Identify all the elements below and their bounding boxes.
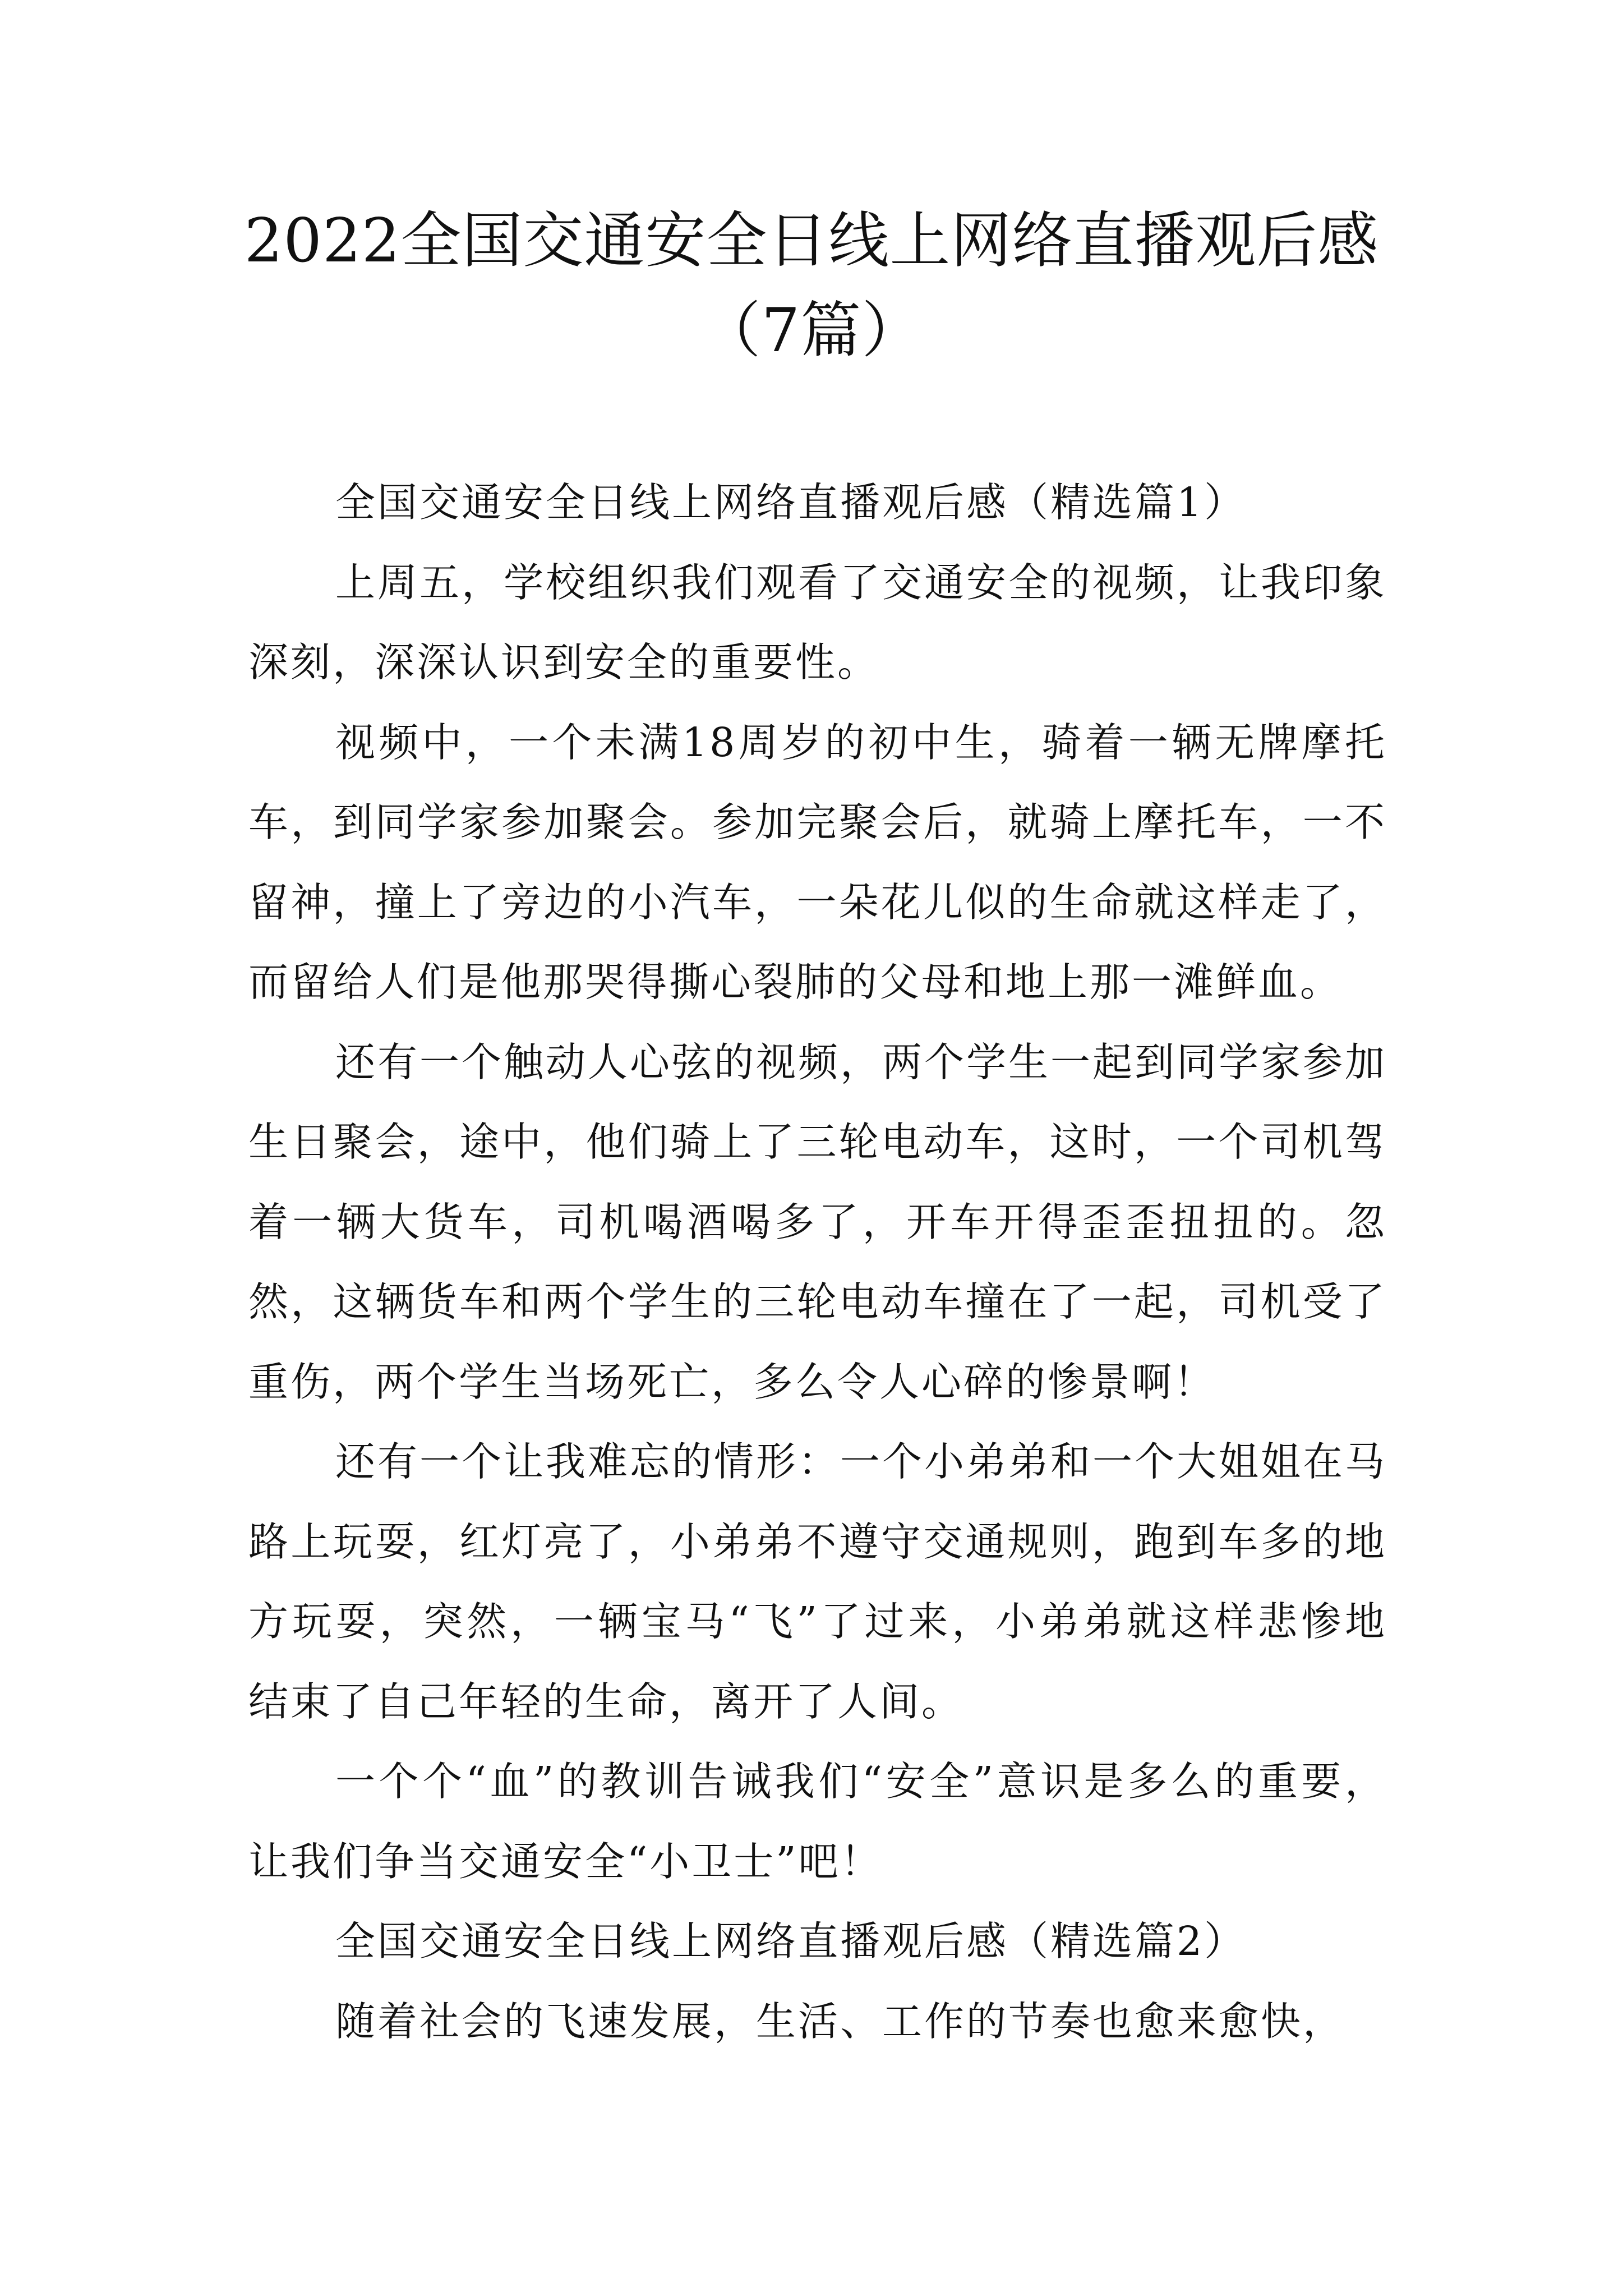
section-heading-1: 全国交通安全日线上网络直播观后感（精选篇1） xyxy=(335,479,1247,526)
paragraph: 还有一个让我难忘的情形：一个小弟弟和一个大姐姐在马路上玩耍，红灯亮了，小弟弟不遵守交通规则，跑到车多的地方玩耍，突然，一辆宝马“飞”了过来，小弟弟就这样悲惨地结束了自己年轻的生命，离开了人间。 xyxy=(248,1438,1387,1725)
paragraph: 还有一个触动人心弦的视频，两个学生一起到同学家参加生日聚会，途中，他们骑上了三轮电动车，这时，一个司机驾着一辆大货车，司机喝酒喝多了，开车开得歪歪扭扭的。忽然，这辆货车和两个学生的三轮电动车撞在了一起，司机受了重伤，两个学生当场死亡，多么令人心碎的惨景啊！ xyxy=(248,1038,1387,1405)
paragraph: 视频中，一个未满18周岁的初中生，骑着一辆无牌摩托车，到同学家参加聚会。参加完聚会后，就骑上摩托车，一不留神，撞上了旁边的小汽车，一朵花儿似的生命就这样走了，而留给人们是他那哭得撕心裂肺的父母和地上那一滩鲜血。 xyxy=(248,719,1387,1005)
section-heading-2: 全国交通安全日线上网络直播观后感（精选篇2） xyxy=(335,1918,1247,1964)
paragraph: 上周五，学校组织我们观看了交通安全的视频，让我印象深刻，深深认识到安全的重要性。 xyxy=(248,559,1387,685)
document-body xyxy=(248,463,1387,2062)
document-title-line-1: 2022全国交通安全日线上网络直播观后感 xyxy=(244,206,1379,276)
paragraph: 一个个“血”的教训告诫我们“安全”意识是多么的重要，让我们争当交通安全“小卫士”吧！ xyxy=(248,1758,1387,1885)
document-title-line-2: （7篇） xyxy=(700,296,923,366)
paragraph: 随着社会的飞速发展，生活、工作的节奏也愈来愈快， xyxy=(335,1998,1345,2045)
